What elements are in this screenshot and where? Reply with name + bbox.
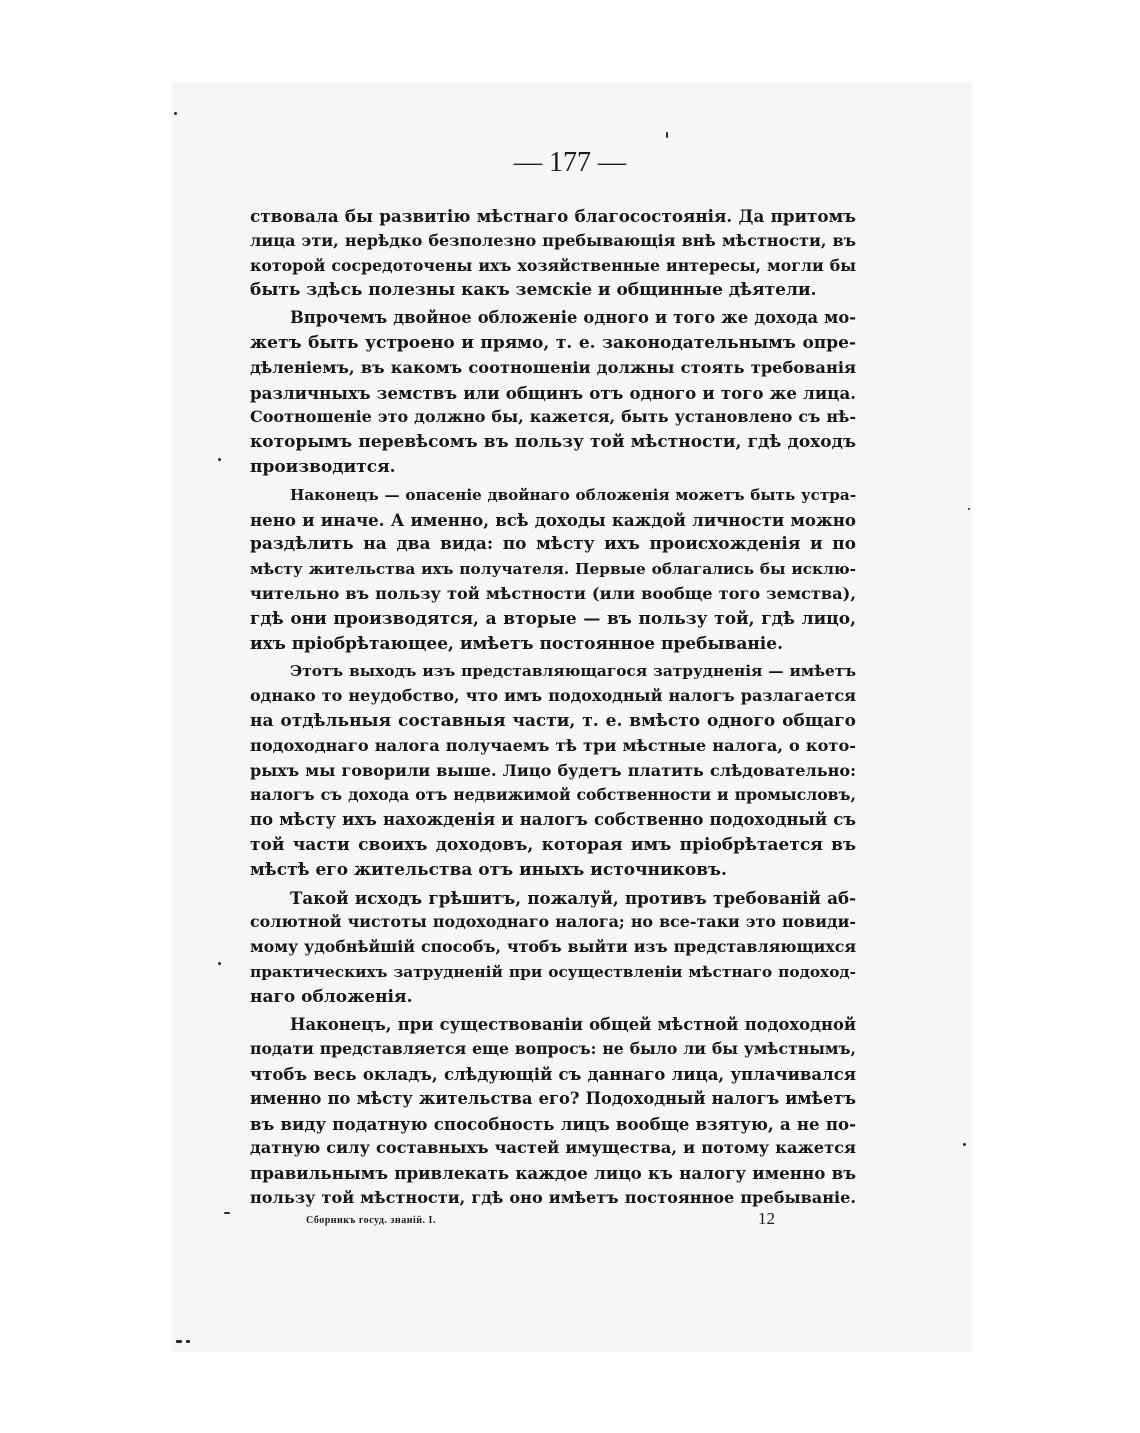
text-line: Этотъ выходъ изъ представляющагося затрудненія — имѣетъ — [290, 662, 856, 681]
text-line: рыхъ мы говорили выше. Лицо будетъ платить слѣдовательно: — [250, 760, 856, 780]
text-line: чительно въ пользу той мѣстности (или вообще того земства), — [250, 583, 856, 603]
scan-speck — [218, 962, 221, 965]
text-line: именно по мѣсту жительства его? Подоходный налогъ имѣетъ — [250, 1088, 856, 1108]
text-line: производится. — [250, 456, 396, 477]
text-line: налогъ съ дохода отъ недвижимой собственности и промысловъ, — [250, 785, 856, 805]
footer-sheet-number: 12 — [758, 1209, 775, 1228]
scan-speck — [186, 1340, 190, 1343]
paragraph — [250, 483, 856, 657]
text-line: Впрочемъ двойное обложеніе одного и того же дохода мо- — [290, 308, 856, 328]
scan-speck — [176, 1340, 182, 1343]
text-line: ихъ пріобрѣтающее, имѣетъ постоянное пребываніе. — [250, 633, 784, 654]
text-line: различныхъ земствъ или общинъ отъ одного и того же лица. — [250, 382, 856, 403]
scan-speck — [968, 508, 970, 510]
text-line: которой сосредоточены ихъ хозяйственные интересы, могли бы — [250, 255, 856, 275]
scan-speck — [174, 112, 177, 115]
text-line: дѣленіемъ, въ какомъ соотношеніи должны стоять требованія — [250, 357, 856, 377]
text-line: по мѣсту ихъ нахожденія и налогъ собственно подоходный съ — [250, 810, 856, 830]
text-line: пользу той мѣстности, гдѣ оно имѣетъ постоянное пребываніе. — [250, 1188, 856, 1208]
scan-speck — [963, 1143, 966, 1146]
text-line: той части своихъ доходовъ, которая имъ пріобрѣтается въ — [250, 834, 856, 855]
text-line: правильнымъ привлекать каждое лицо къ налогу именно въ — [250, 1163, 856, 1184]
paragraph — [250, 1013, 856, 1211]
text-line: солютной чистоты подоходнаго налога; но все-таки это повиди- — [250, 912, 856, 932]
scan-speck — [666, 132, 668, 138]
text-line: жетъ быть устроено и прямо, т. е. законодательнымъ опре- — [250, 332, 856, 353]
text-line: однако то неудобство, что имъ подоходный налогъ разлагается — [250, 686, 856, 706]
text-line: Наконецъ, при существованіи общей мѣстной подоходной — [290, 1014, 856, 1034]
body-text — [250, 204, 856, 1211]
text-line: въ виду податную способность лицъ вообще взятую, а не по- — [250, 1113, 856, 1134]
text-line: чтобъ весь окладъ, слѣдующій съ даннаго лица, уплачивался — [250, 1064, 856, 1085]
text-line: гдѣ они производятся, а вторые — въ пользу той, гдѣ лицо, — [250, 608, 856, 629]
footer-signature: Сборникъ госуд. знаній. I. — [306, 1215, 436, 1226]
text-line: мому удобнѣйшій способъ, чтобъ выйти изъ представляющихся — [250, 937, 856, 957]
text-line: раздѣлить на два вида: по мѣсту ихъ происхожденія и по — [250, 534, 856, 555]
scan-speck — [218, 458, 221, 461]
text-line: на отдѣльныя составныя части, т. е. вмѣсто одного общаго — [250, 710, 856, 731]
paragraph — [250, 659, 856, 882]
text-line: Наконецъ — опасеніе двойнаго обложенія можетъ быть устра- — [290, 485, 856, 504]
paragraph — [250, 306, 856, 480]
scan-speck — [224, 1212, 230, 1214]
text-line: подоходнаго налога получаемъ тѣ три мѣстные налога, о кото- — [250, 735, 856, 755]
text-line: мѣсту жительства ихъ получателя. Первые облагались бы исклю- — [250, 560, 856, 579]
text-line: быть здѣсь полезны какъ земскіе и общинные дѣятели. — [250, 280, 817, 301]
text-line: Такой исходъ грѣшитъ, пожалуй, противъ требованій аб- — [290, 887, 856, 908]
text-line: мѣстѣ его жительства отъ иныхъ источниковъ. — [250, 859, 727, 880]
text-line: лица эти, нерѣдко безполезно пребывающія внѣ мѣстности, въ — [250, 230, 856, 250]
page-number: — 177 — — [514, 147, 626, 178]
paragraph — [250, 204, 856, 303]
text-line: нено и иначе. А именно, всѣ доходы каждой личности можно — [250, 509, 856, 530]
paragraph — [250, 886, 856, 1010]
text-line: практическихъ затрудненій при осуществленіи мѣстнаго подоход- — [250, 962, 856, 981]
text-line: датную силу составныхъ частей имущества, и потому кажется — [250, 1138, 856, 1158]
text-line: наго обложенія. — [250, 986, 413, 1007]
text-line: Соотношеніе это должно бы, кажется, быть установлено съ нѣ- — [250, 407, 856, 427]
text-line: ствовала бы развитію мѣстнаго благосостоянія. Да притомъ — [250, 206, 856, 226]
text-line: которымъ перевѣсомъ въ пользу той мѣстности, гдѣ доходъ — [250, 432, 856, 453]
text-line: подати представляется еще вопросъ: не было ли бы умѣстнымъ, — [250, 1039, 856, 1059]
